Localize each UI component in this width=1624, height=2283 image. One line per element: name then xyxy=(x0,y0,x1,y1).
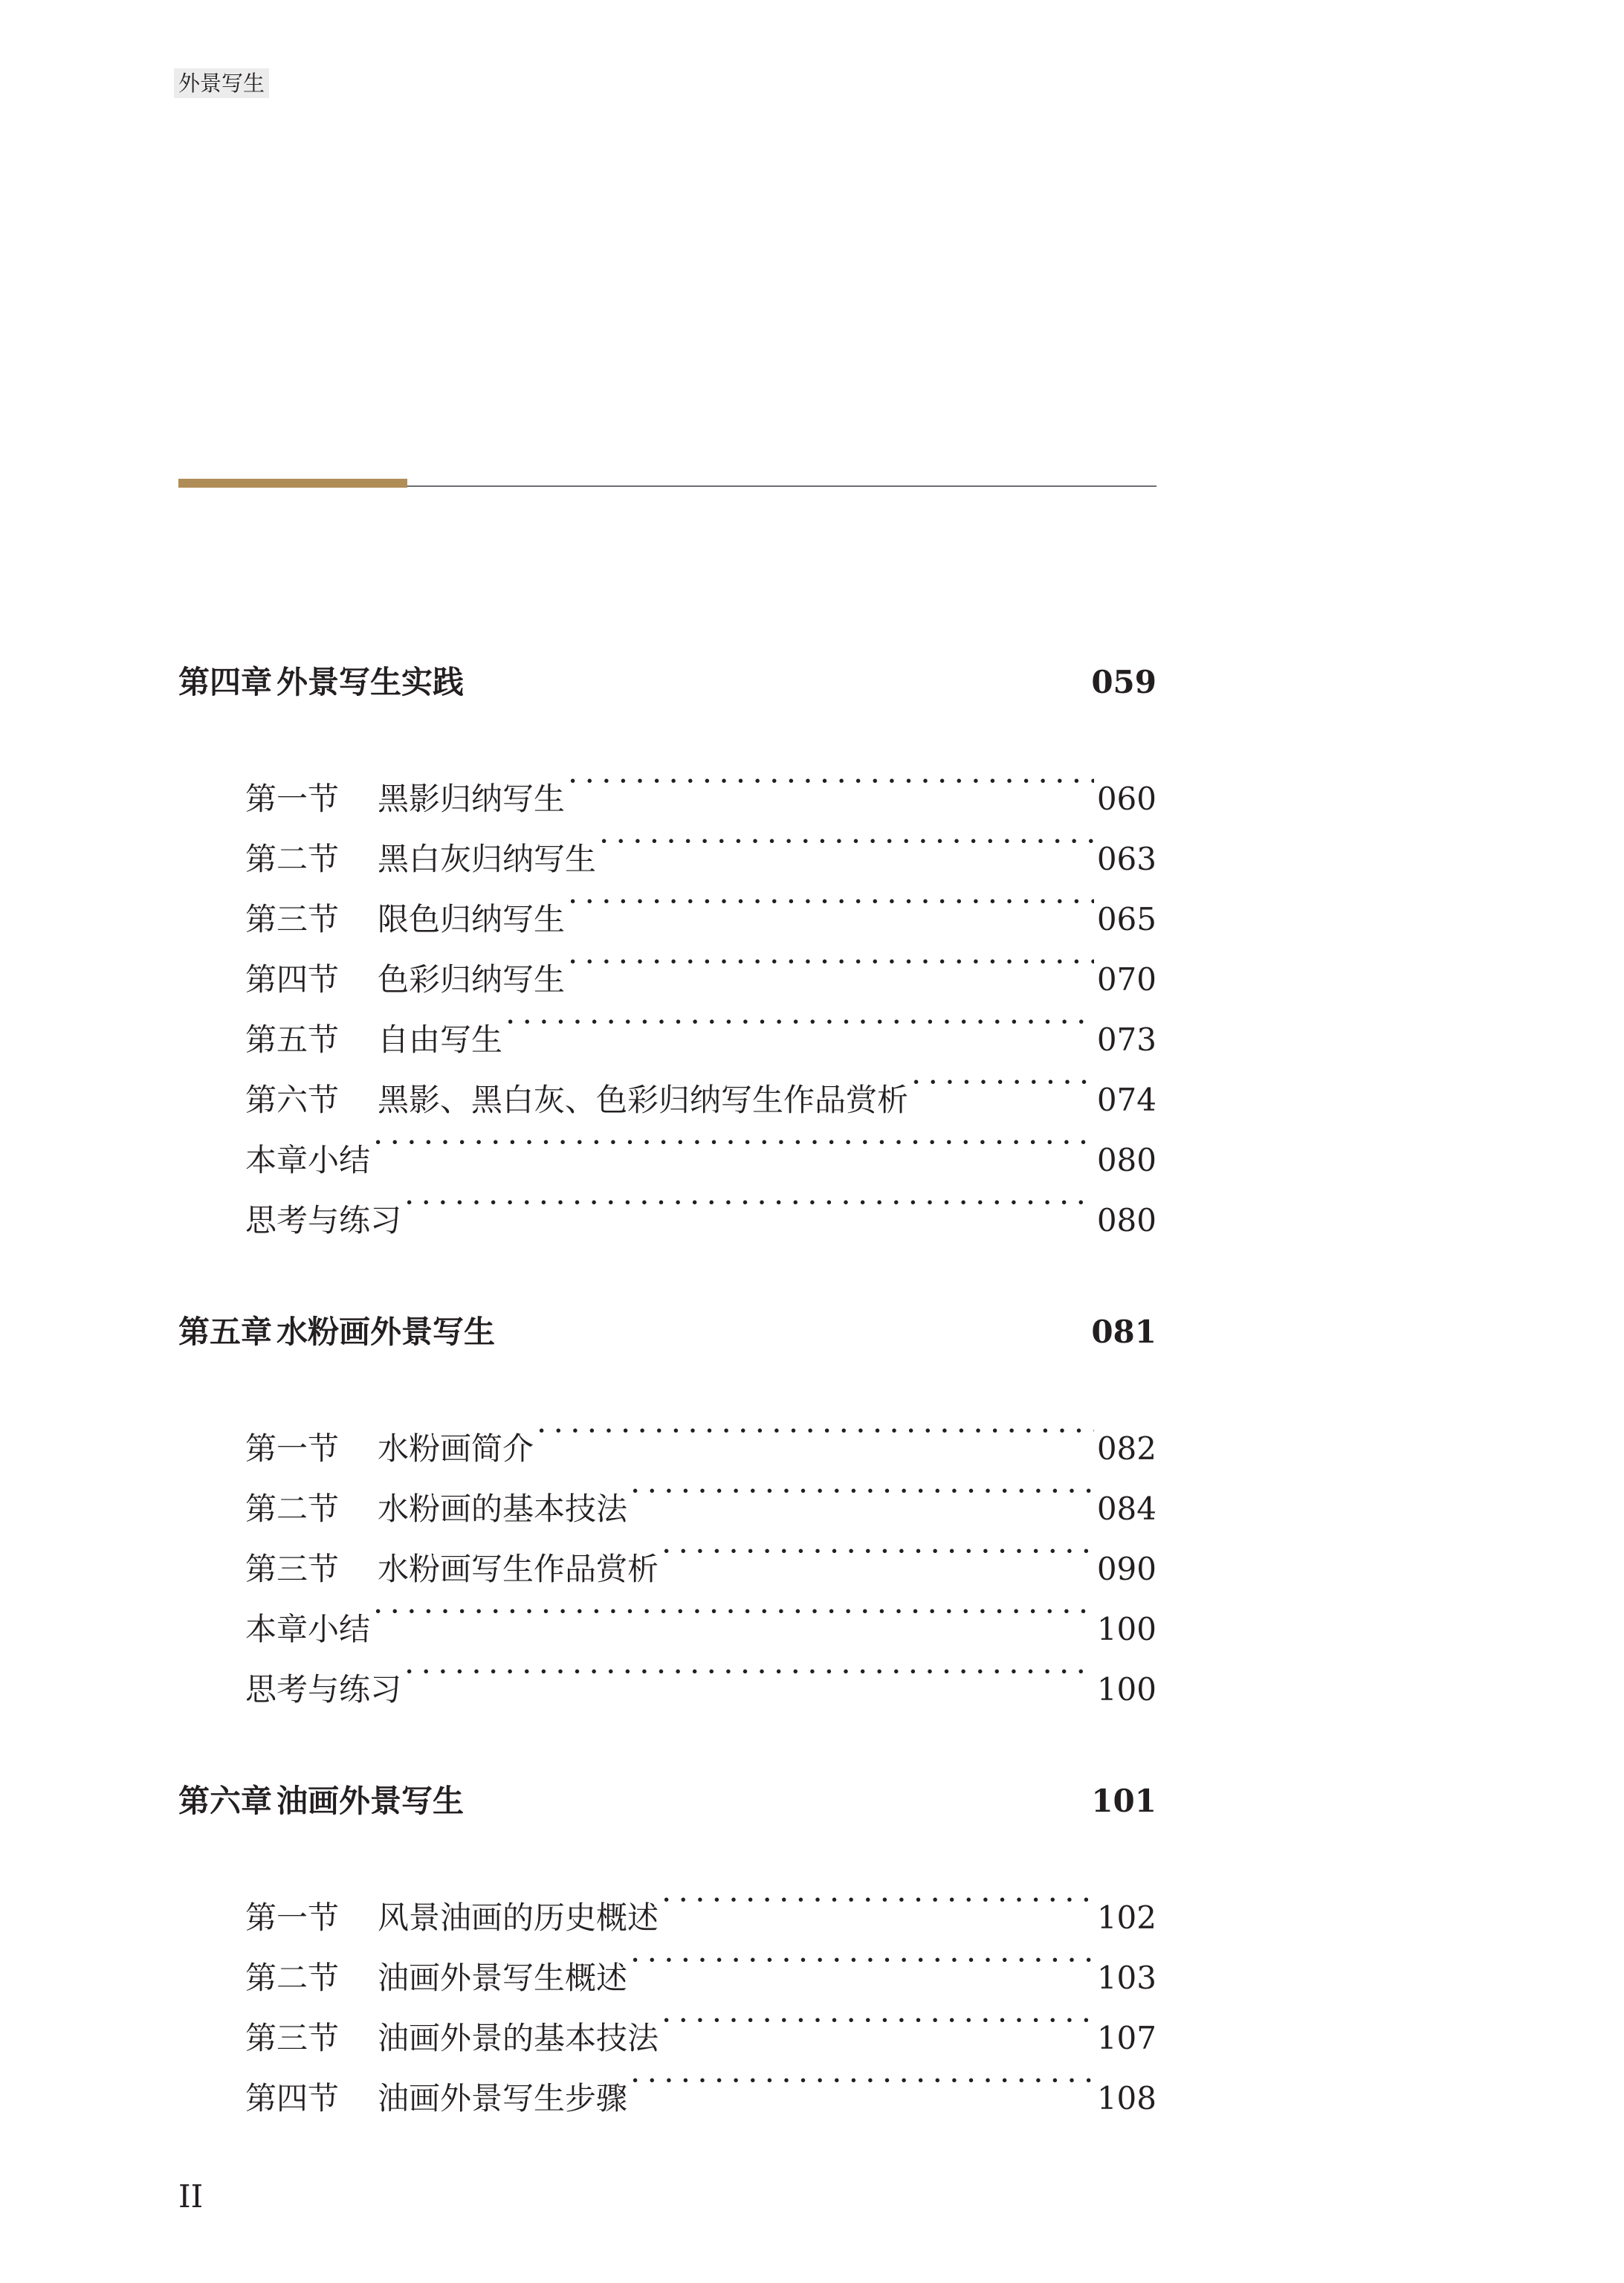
section-page: 090 xyxy=(1096,1551,1156,1587)
section-number: 第四节 xyxy=(245,2080,340,2116)
section-title: 自由写生 xyxy=(378,1021,503,1058)
dot-leader xyxy=(911,1079,1094,1111)
dot-leader xyxy=(404,1200,1094,1231)
toc-chapter-5[interactable] xyxy=(178,1297,1156,1368)
section-number: 第二节 xyxy=(245,1491,340,1527)
section-number: 第四节 xyxy=(245,961,340,998)
toc-summary[interactable] xyxy=(178,1130,1156,1190)
section-page: 084 xyxy=(1096,1491,1156,1527)
dot-leader xyxy=(404,1669,1094,1700)
section-page: 100 xyxy=(1096,1611,1156,1647)
chapter-number: 第六章 xyxy=(178,1783,273,1819)
section-title: 思考与练习 xyxy=(245,1202,402,1239)
dot-leader xyxy=(599,839,1094,870)
running-head: 外景写生 xyxy=(174,68,269,98)
section-title: 思考与练习 xyxy=(245,1671,402,1708)
chapter-title: 水粉画外景写生 xyxy=(276,1314,496,1350)
chapter-page: 081 xyxy=(1091,1314,1156,1350)
chapter-number: 第五章 xyxy=(178,1314,273,1350)
toc-exercises[interactable] xyxy=(178,1190,1156,1250)
section-title: 黑影归纳写生 xyxy=(378,781,566,817)
section-number: 第三节 xyxy=(245,901,340,937)
section-title: 本章小结 xyxy=(245,1611,371,1647)
section-number: 第一节 xyxy=(245,1430,340,1467)
section-title: 本章小结 xyxy=(245,1142,371,1178)
toc-section[interactable] xyxy=(178,1539,1156,1599)
header-rule xyxy=(178,479,1156,488)
section-page: 070 xyxy=(1096,961,1156,998)
section-title: 油画外景写生步骤 xyxy=(378,2080,628,2116)
toc-section[interactable] xyxy=(178,1888,1156,1948)
section-number: 第一节 xyxy=(245,1899,340,1936)
chapter-title: 油画外景写生 xyxy=(276,1783,465,1819)
toc-section[interactable] xyxy=(178,1070,1156,1130)
table-of-contents xyxy=(178,647,1156,2128)
section-page: 080 xyxy=(1096,1142,1156,1178)
dot-leader xyxy=(467,662,1064,693)
section-page: 108 xyxy=(1096,2080,1156,2116)
toc-exercises[interactable] xyxy=(178,1659,1156,1719)
dot-leader xyxy=(630,1957,1094,1989)
section-page: 080 xyxy=(1096,1202,1156,1239)
section-title: 黑白灰归纳写生 xyxy=(378,841,597,877)
section-page: 107 xyxy=(1096,2020,1156,2056)
dot-leader xyxy=(498,1311,1064,1343)
toc-section[interactable] xyxy=(178,1479,1156,1539)
toc-chapter-6[interactable] xyxy=(178,1766,1156,1837)
section-title: 黑影、黑白灰、色彩归纳写生作品赏析 xyxy=(378,1082,909,1118)
section-title: 色彩归纳写生 xyxy=(378,961,566,998)
dot-leader xyxy=(630,2078,1094,2109)
section-number: 第五节 xyxy=(245,1021,340,1058)
toc-summary[interactable] xyxy=(178,1599,1156,1659)
section-page: 102 xyxy=(1096,1899,1156,1936)
section-number: 第一节 xyxy=(245,781,340,817)
section-page: 065 xyxy=(1096,901,1156,937)
chapter-number: 第四章 xyxy=(178,664,273,700)
section-page: 100 xyxy=(1096,1671,1156,1708)
toc-section[interactable] xyxy=(178,2068,1156,2128)
toc-chapter-4[interactable] xyxy=(178,647,1156,718)
dot-leader xyxy=(661,2018,1094,2049)
section-page: 060 xyxy=(1096,781,1156,817)
section-page: 074 xyxy=(1096,1082,1156,1118)
section-page: 103 xyxy=(1096,1960,1156,1996)
section-title: 油画外景的基本技法 xyxy=(378,2020,659,2056)
section-number: 第三节 xyxy=(245,2020,340,2056)
toc-section[interactable] xyxy=(178,1948,1156,2008)
section-title: 水粉画的基本技法 xyxy=(378,1491,628,1527)
section-page: 063 xyxy=(1096,841,1156,877)
section-title: 油画外景写生概述 xyxy=(378,1960,628,1996)
toc-section[interactable] xyxy=(178,2008,1156,2068)
dot-leader xyxy=(661,1897,1094,1928)
dot-leader xyxy=(568,899,1094,930)
dot-leader xyxy=(661,1549,1094,1580)
dot-leader xyxy=(568,959,1094,990)
page-folio: II xyxy=(178,2178,204,2215)
section-title: 水粉画写生作品赏析 xyxy=(378,1551,659,1587)
toc-section[interactable] xyxy=(178,949,1156,1010)
section-number: 第二节 xyxy=(245,1960,340,1996)
toc-section[interactable] xyxy=(178,769,1156,829)
section-title: 风景油画的历史概述 xyxy=(378,1899,659,1936)
dot-leader xyxy=(568,778,1094,810)
section-number: 第六节 xyxy=(245,1082,340,1118)
dot-leader xyxy=(373,1609,1094,1640)
dot-leader xyxy=(467,1780,1064,1812)
toc-section[interactable] xyxy=(178,889,1156,949)
dot-leader xyxy=(630,1488,1094,1520)
section-title: 限色归纳写生 xyxy=(378,901,566,937)
chapter-title: 外景写生实践 xyxy=(276,664,465,700)
chapter-page: 101 xyxy=(1091,1783,1156,1819)
header-rule-line xyxy=(407,485,1156,487)
section-title: 水粉画简介 xyxy=(378,1430,534,1467)
chapter-page: 059 xyxy=(1091,664,1156,700)
toc-section[interactable] xyxy=(178,829,1156,889)
dot-leader xyxy=(537,1428,1094,1459)
section-number: 第二节 xyxy=(245,841,340,877)
toc-section[interactable] xyxy=(178,1418,1156,1479)
dot-leader xyxy=(373,1140,1094,1171)
section-page: 073 xyxy=(1096,1021,1156,1058)
dot-leader xyxy=(505,1019,1094,1050)
section-page: 082 xyxy=(1096,1430,1156,1467)
header-rule-accent xyxy=(178,479,407,488)
section-number: 第三节 xyxy=(245,1551,340,1587)
toc-section[interactable] xyxy=(178,1010,1156,1070)
